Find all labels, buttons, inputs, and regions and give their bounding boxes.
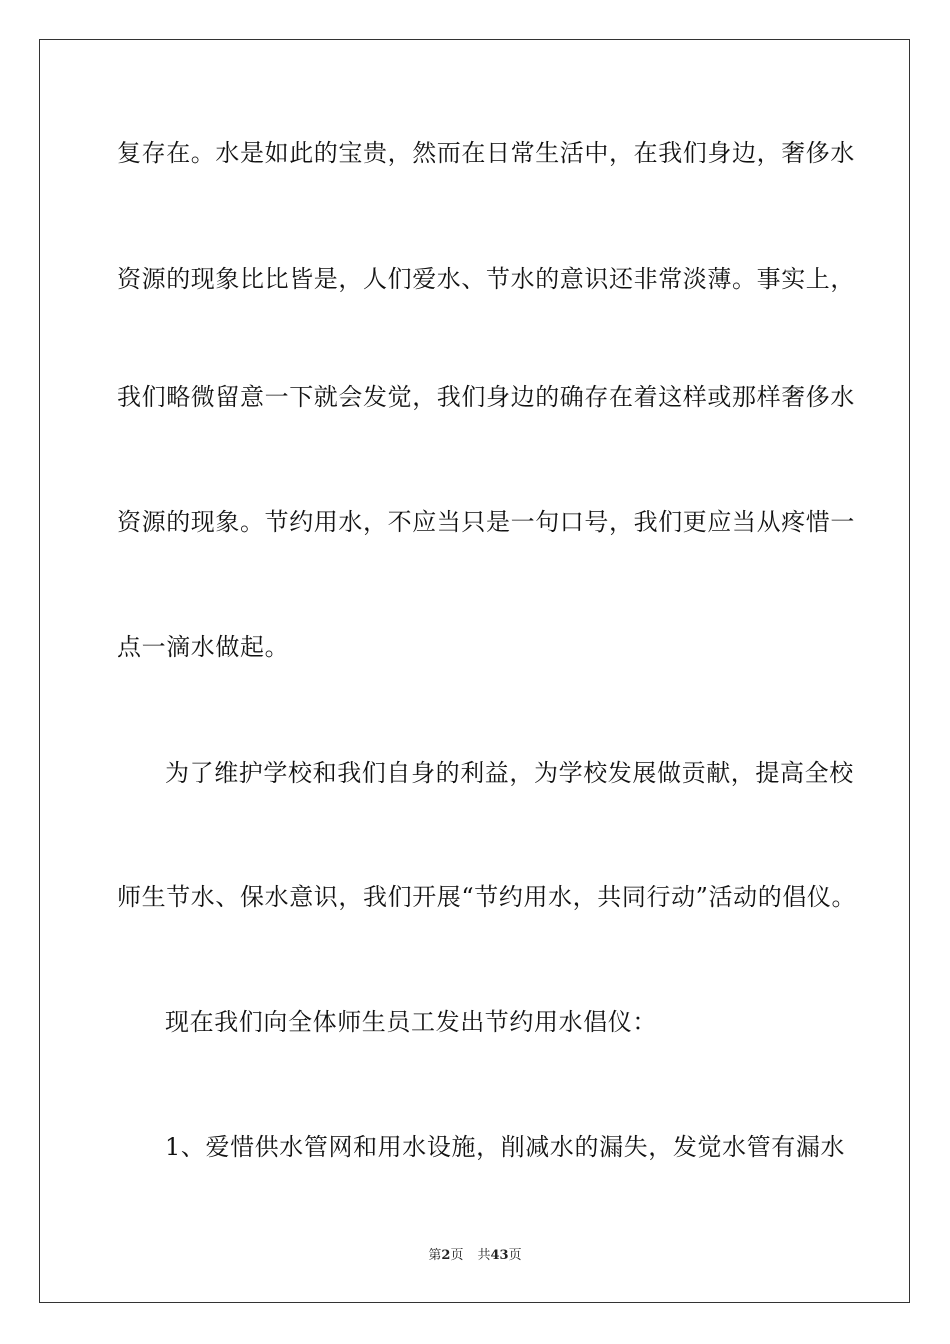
- total-pages: 43: [490, 1248, 509, 1263]
- paragraph-first-line: 现在我们向全体师生员工发出节约用水倡仪：: [165, 1008, 657, 1036]
- body-text-line: 师生节水、保水意识，我们开展“节约用水，共同行动”活动的倡仪。: [117, 883, 857, 911]
- page-label-prefix: 第: [428, 1248, 442, 1263]
- page-border: [39, 39, 910, 1303]
- body-text-line: 我们略微留意一下就会发觉，我们身边的确存在着这样或那样奢侈水: [117, 383, 855, 411]
- body-text-line: 复存在。水是如此的宝贵，然而在日常生活中，在我们身边，奢侈水: [117, 139, 855, 167]
- page-footer: [0, 1247, 950, 1265]
- page-number: 2: [441, 1248, 451, 1263]
- body-text-line: 点一滴水做起。: [117, 633, 290, 661]
- total-label-suffix: 页: [508, 1248, 522, 1263]
- page-label-suffix: 页: [450, 1248, 464, 1263]
- paragraph-first-line: 为了维护学校和我们自身的利益，为学校发展做贡献，提高全校: [165, 759, 854, 787]
- body-text-line: 资源的现象。节约用水，不应当只是一句口号，我们更应当从疼惜一: [117, 508, 855, 536]
- body-text-line: 资源的现象比比皆是，人们爱水、节水的意识还非常淡薄。事实上，: [117, 265, 855, 293]
- total-label-prefix: 共: [477, 1248, 491, 1263]
- list-item-first-line: 1、爱惜供水管网和用水设施，削减水的漏失，发觉水管有漏水: [165, 1133, 846, 1161]
